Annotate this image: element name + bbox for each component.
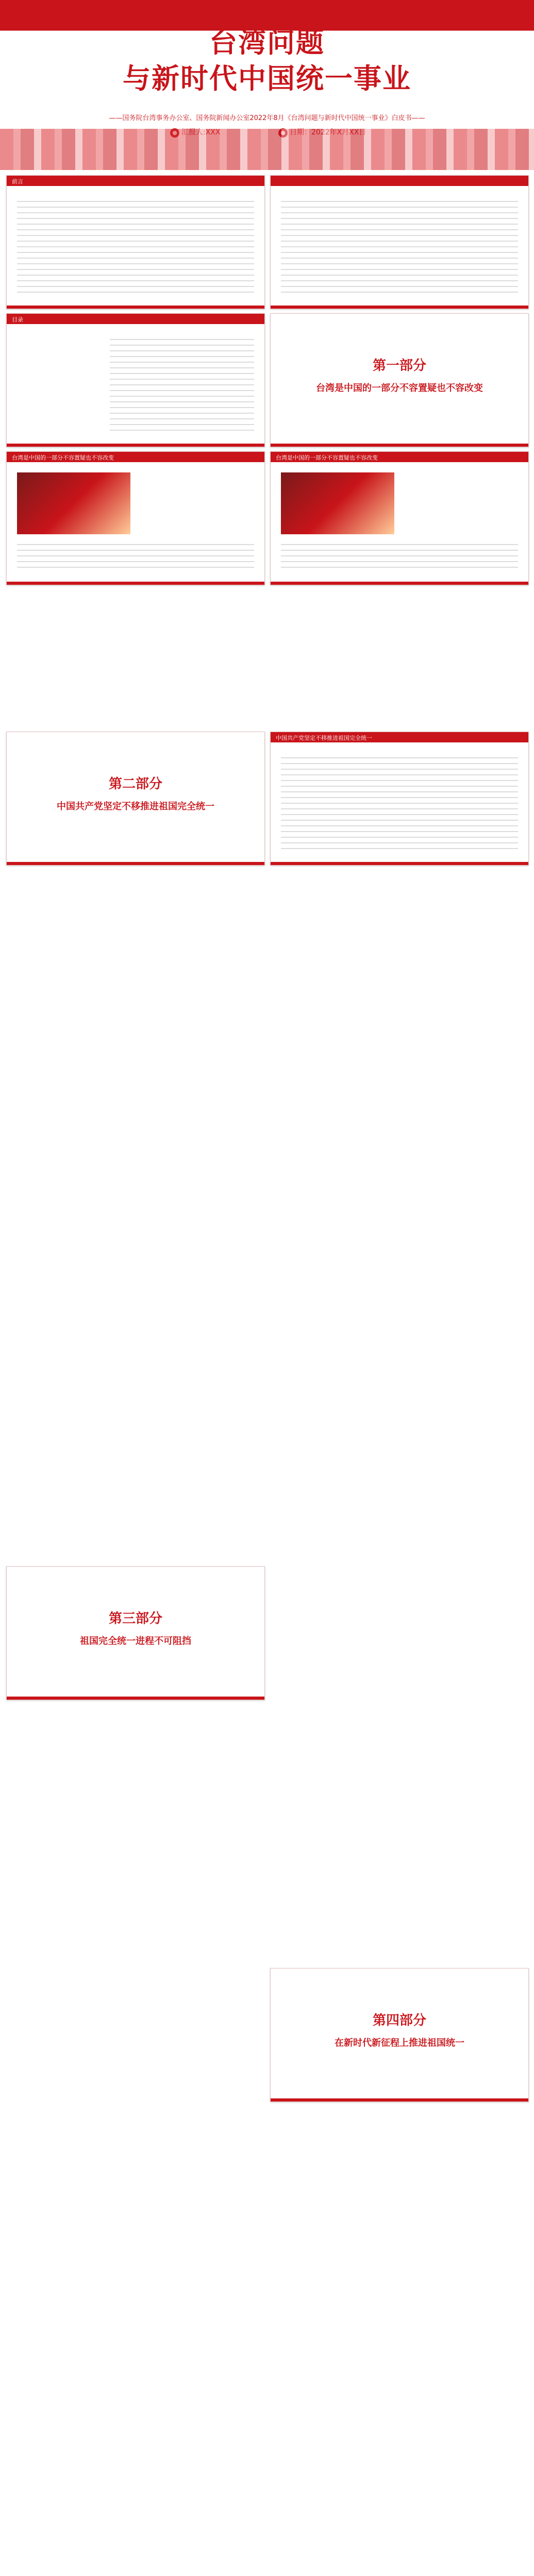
slide-section-4: 第四部分 在新时代新征程上推进祖国统一 (270, 1968, 529, 2102)
slide-section-1: 第一部分 台湾是中国的一部分不容置疑也不容改变 (270, 313, 529, 447)
slide-photos-1: 台湾是中国的一部分不容置疑也不容改变 (6, 451, 265, 585)
slide-toc: 目录 (6, 313, 265, 447)
slide-preface-2 (270, 175, 529, 309)
cover-title-line1: 台湾问题 (209, 26, 325, 59)
cover-subtitle: ——国务院台湾事务办公室、国务院新闻办公室2022年8月《台湾问题与新时代中国统一事业》白皮书—— (109, 114, 425, 122)
cover-slide (0, 0, 534, 170)
slide-section-2: 第二部分 中国共产党坚定不移推进祖国完全统一 (6, 732, 265, 866)
slide-content-2: 中国共产党坚定不移推进祖国完全统一 (270, 732, 529, 866)
city-skyline (0, 129, 534, 170)
cover-title-line2: 与新时代中国统一事业 (123, 62, 411, 95)
slide-preface: 前言 (6, 175, 265, 309)
slide-photos-2: 台湾是中国的一部分不容置疑也不容改变 (270, 451, 529, 585)
slide-section-3: 第三部分 祖国完全统一进程不可阻挡 (6, 1566, 265, 1700)
